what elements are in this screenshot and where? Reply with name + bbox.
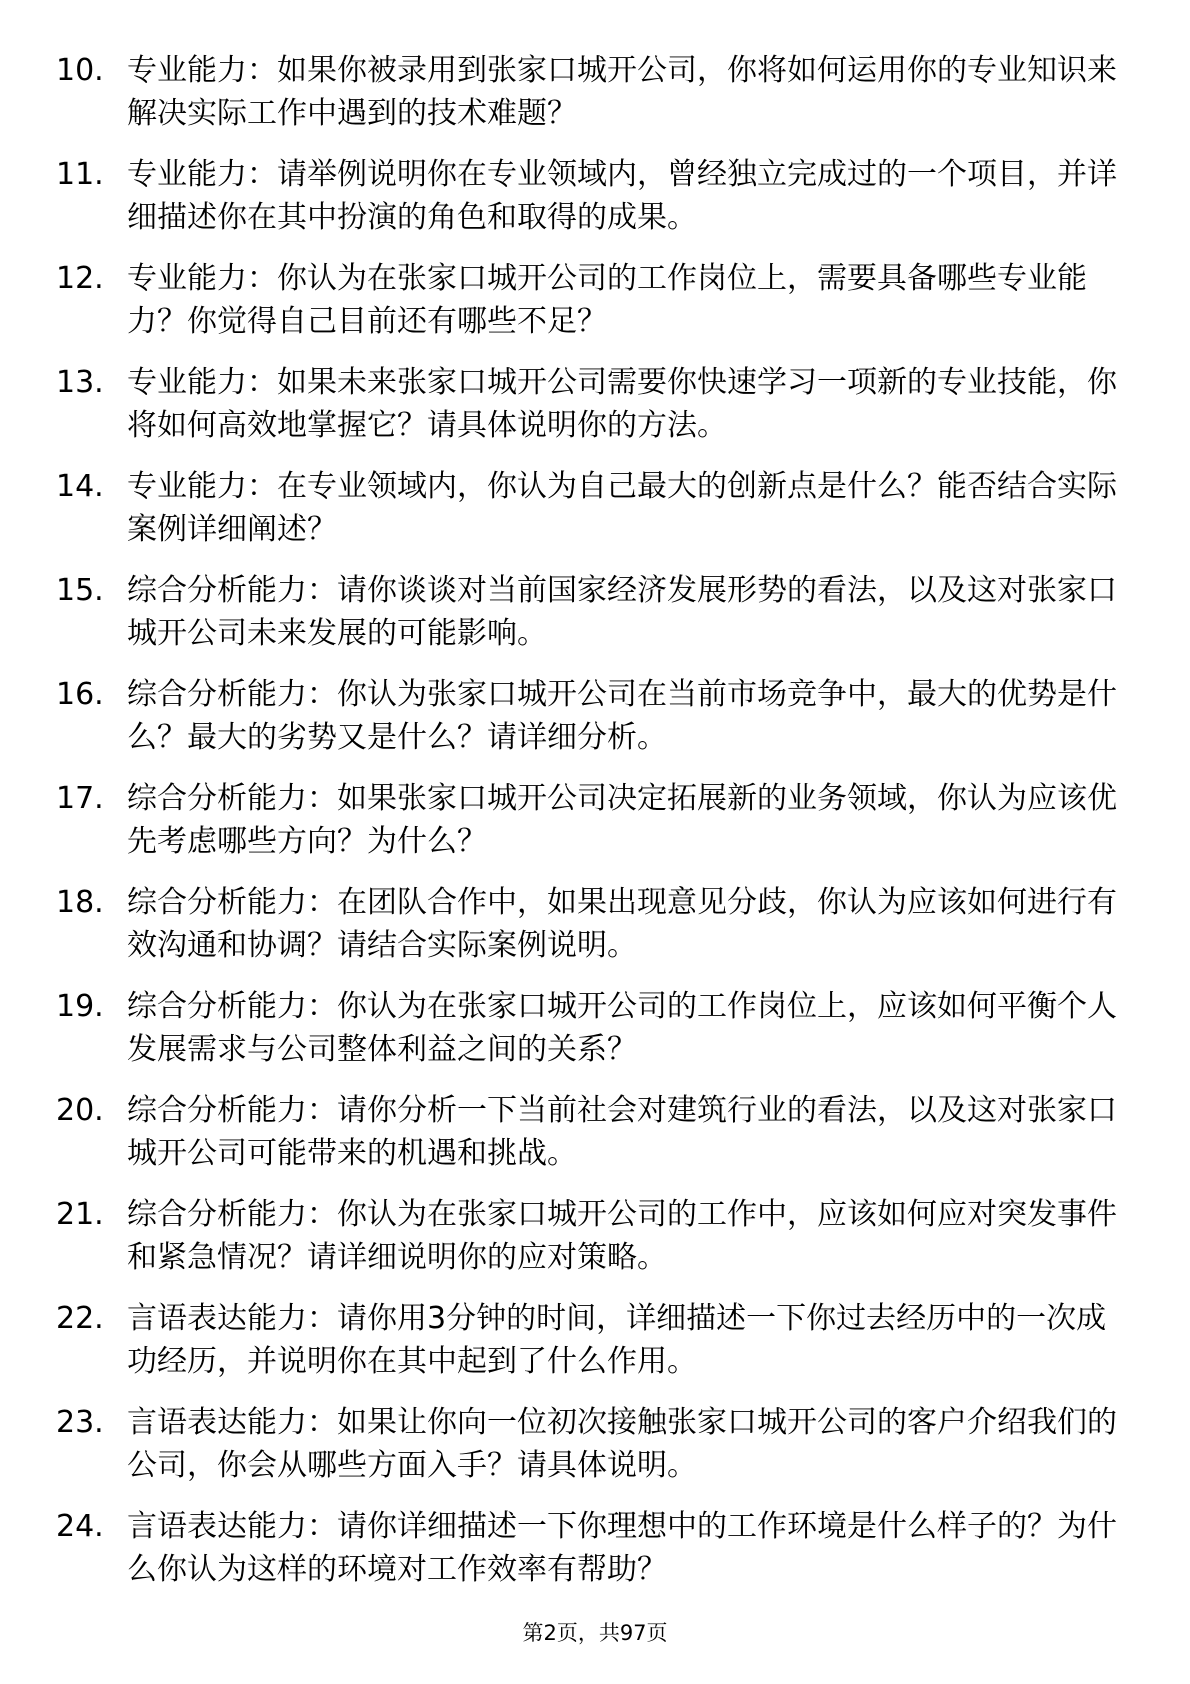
question-number: 23. [56, 1405, 104, 1440]
question-number: 14. [56, 469, 104, 504]
question-item [56, 361, 1116, 465]
question-text: 言语表达能力：请你详细描述一下你理想中的工作环境是什么样子的？为什么你认为这样的环境对工作效率有帮助？ [127, 1509, 1117, 1587]
question-item [56, 465, 1116, 569]
question-number: 22. [56, 1301, 104, 1336]
question-text: 综合分析能力：你认为张家口城开公司在当前市场竞争中，最大的优势是什么？最大的劣势又是什么？请详细分析。 [127, 677, 1117, 755]
question-text: 综合分析能力：你认为在张家口城开公司的工作岗位上，应该如何平衡个人发展需求与公司整体利益之间的关系？ [127, 989, 1117, 1067]
question-number: 12. [56, 261, 104, 296]
question-item [56, 49, 1116, 153]
question-number: 15. [56, 573, 104, 608]
question-number: 21. [56, 1197, 104, 1232]
question-list [56, 49, 1116, 1609]
question-text: 专业能力：请举例说明你在专业领域内，曾经独立完成过的一个项目，并详细描述你在其中扮演的角色和取得的成果。 [127, 157, 1117, 235]
question-item [56, 1297, 1116, 1401]
question-text: 综合分析能力：请你分析一下当前社会对建筑行业的看法，以及这对张家口城开公司可能带来的机遇和挑战。 [127, 1093, 1117, 1171]
question-number: 17. [56, 781, 104, 816]
question-item [56, 1089, 1116, 1193]
question-text: 综合分析能力：你认为在张家口城开公司的工作中，应该如何应对突发事件和紧急情况？请详细说明你的应对策略。 [127, 1197, 1117, 1275]
question-text: 言语表达能力：请你用3分钟的时间，详细描述一下你过去经历中的一次成功经历，并说明你在其中起到了什么作用。 [127, 1301, 1107, 1379]
question-number: 16. [56, 677, 104, 712]
question-item [56, 777, 1116, 881]
question-item [56, 985, 1116, 1089]
question-text: 专业能力：你认为在张家口城开公司的工作岗位上，需要具备哪些专业能力？你觉得自己目前还有哪些不足？ [127, 261, 1087, 339]
question-text: 言语表达能力：如果让你向一位初次接触张家口城开公司的客户介绍我们的公司，你会从哪些方面入手？请具体说明。 [127, 1405, 1117, 1483]
question-text: 综合分析能力：请你谈谈对当前国家经济发展形势的看法，以及这对张家口城开公司未来发展的可能影响。 [127, 573, 1117, 651]
question-text: 综合分析能力：如果张家口城开公司决定拓展新的业务领域，你认为应该优先考虑哪些方向？为什么？ [127, 781, 1117, 859]
question-number: 11. [56, 157, 104, 192]
question-item [56, 673, 1116, 777]
question-item [56, 569, 1116, 673]
question-item [56, 1401, 1116, 1505]
question-number: 13. [56, 365, 104, 400]
question-text: 综合分析能力：在团队合作中，如果出现意见分歧，你认为应该如何进行有效沟通和协调？请结合实际案例说明。 [127, 885, 1117, 963]
question-number: 20. [56, 1093, 104, 1128]
question-item [56, 1193, 1116, 1297]
question-text: 专业能力：如果未来张家口城开公司需要你快速学习一项新的专业技能，你将如何高效地掌握它？请具体说明你的方法。 [127, 365, 1117, 443]
question-item [56, 153, 1116, 257]
question-item [56, 1505, 1116, 1609]
question-number: 18. [56, 885, 104, 920]
question-number: 19. [56, 989, 104, 1024]
question-number: 10. [56, 53, 104, 88]
question-item [56, 257, 1116, 361]
question-text: 专业能力：在专业领域内，你认为自己最大的创新点是什么？能否结合实际案例详细阐述？ [127, 469, 1117, 547]
question-text: 专业能力：如果你被录用到张家口城开公司，你将如何运用你的专业知识来解决实际工作中遇到的技术难题？ [127, 53, 1117, 131]
question-item [56, 881, 1116, 985]
question-number: 24. [56, 1509, 104, 1544]
page-footer: 第2页，共97页 [522, 1621, 668, 1645]
